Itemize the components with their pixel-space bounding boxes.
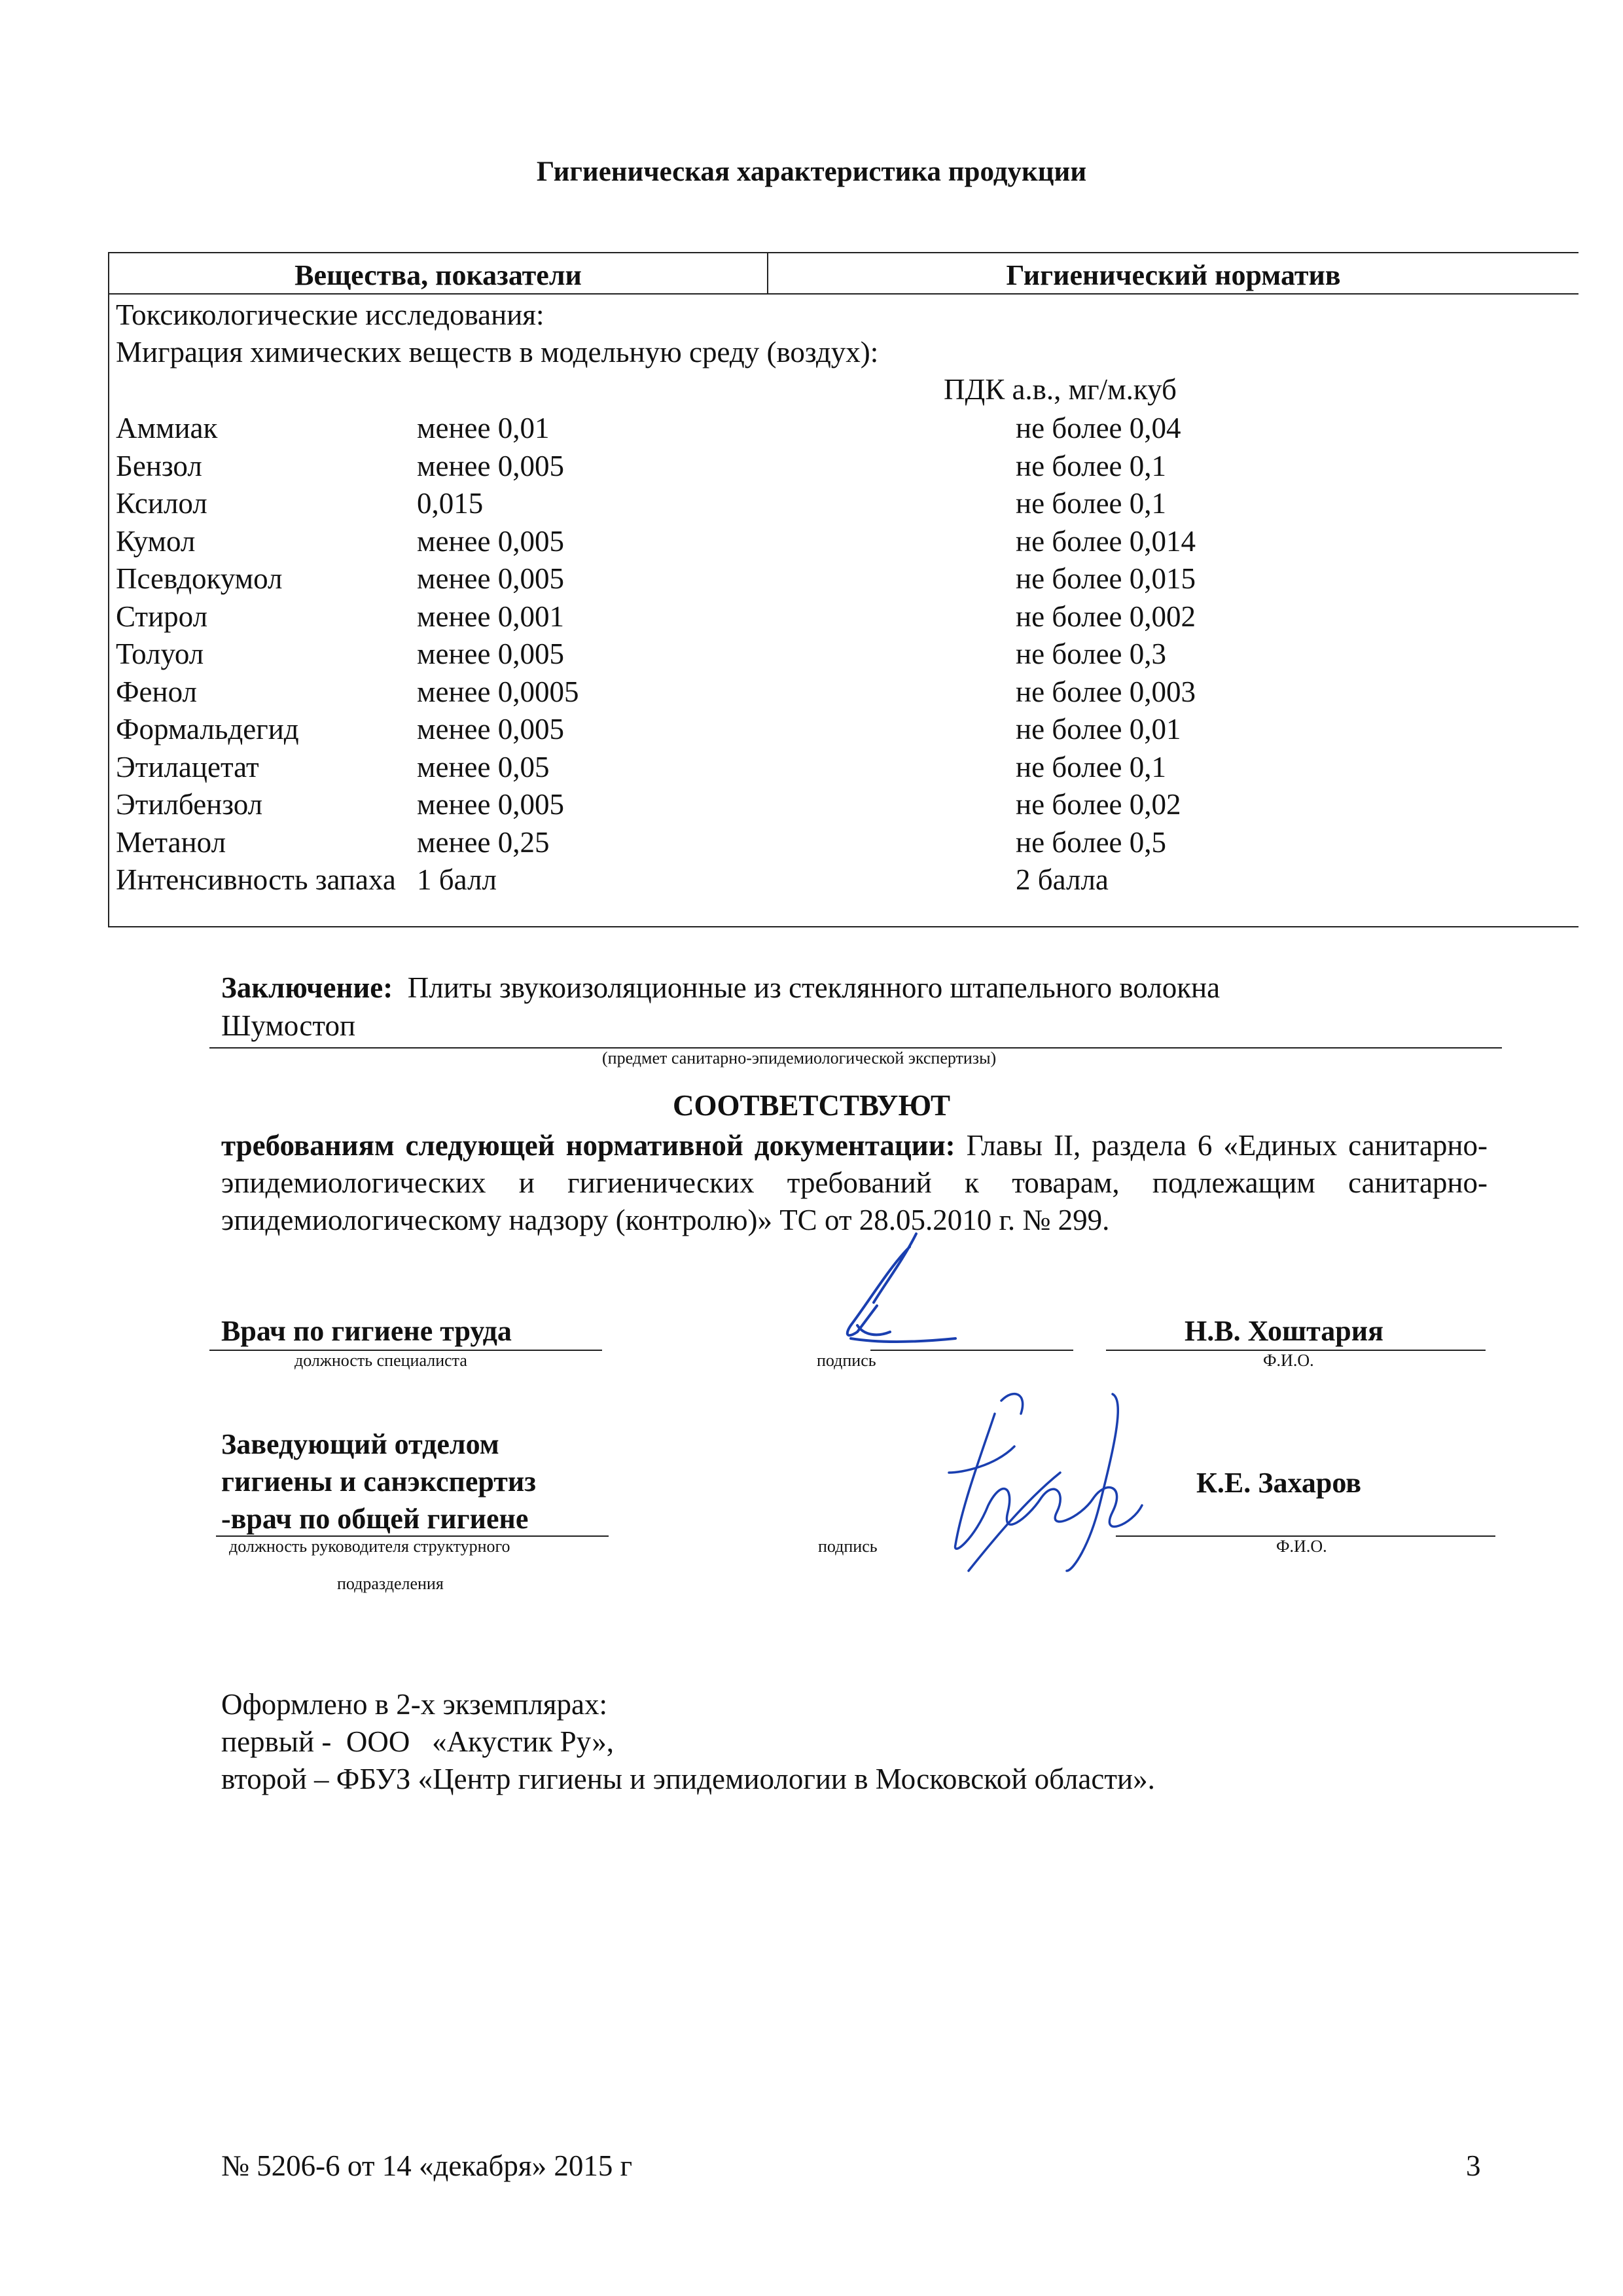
- conclusion-line2: Шумостоп: [221, 1009, 356, 1042]
- table-cell-norm: не более 0,01: [1016, 713, 1181, 745]
- table-cell-norm: не более 0,015: [1016, 562, 1196, 595]
- sig1-name: Н.В. Хоштария: [1185, 1315, 1383, 1347]
- sig2-position-caption-line2: подразделения: [337, 1574, 444, 1593]
- section-toxicology: Токсикологические исследования:: [116, 298, 544, 331]
- table-cell-value: менее 0,005: [417, 637, 564, 670]
- table-cell-substance: Псевдокумол: [116, 562, 283, 595]
- sig2-position-caption-line1: должность руководителя структурного: [229, 1537, 510, 1556]
- requirements-text: Главы II, раздела 6 «Единых санитарно- эпидемиологических и гигиенических требований к товарам, подлежащим санитарно-эпидемиологическому надзору (контролю)» ТС от 28.05.2010 г. № 299.: [221, 1129, 1488, 1236]
- norm-unit: ПДК а.в., мг/м.куб: [944, 373, 1177, 406]
- conclusion-label: Заключение:: [221, 971, 393, 1004]
- verdict: СООТВЕТСТВУЮТ: [672, 1089, 951, 1122]
- table-cell-norm: не более 0,014: [1016, 524, 1196, 558]
- table-cell-substance: Формальдегид: [116, 713, 299, 745]
- copies-line3: второй – ФБУЗ «Центр гигиены и эпидемиологии в Московской области».: [221, 1763, 1155, 1795]
- conclusion-caption: (предмет санитарно-эпидемиологической экспертизы): [602, 1049, 997, 1067]
- section-migration: Миграция химических веществ в модельную среду (воздух):: [116, 336, 879, 368]
- table-cell-norm: не более 0,002: [1016, 600, 1196, 633]
- hygiene-table: [108, 252, 1578, 927]
- copies-line1: Оформлено в 2-х экземплярах:: [221, 1688, 607, 1721]
- table-cell-value: менее 0,001: [417, 600, 564, 633]
- table-cell-norm: не более 0,3: [1016, 637, 1167, 670]
- sig2-signature-caption: подпись: [818, 1537, 878, 1556]
- table-cell-substance: Ксилол: [116, 487, 207, 520]
- sig1-position-caption: должность специалиста: [294, 1351, 467, 1370]
- table-cell-substance: Бензол: [116, 449, 202, 482]
- table-bottom-border: [109, 926, 1578, 927]
- requirements-label: требованиям следующей нормативной документации:: [221, 1129, 955, 1162]
- table-cell-value: менее 0,005: [417, 713, 564, 745]
- table-cell-value: менее 0,25: [417, 825, 550, 859]
- sig2-name: К.Е. Захаров: [1196, 1467, 1362, 1499]
- header-norm: Гигиенический норматив: [1006, 259, 1341, 291]
- table-cell-substance: Этилацетат: [116, 750, 259, 783]
- header-substances: Вещества, показатели: [294, 259, 582, 291]
- sig2-position-line3: -врач по общей гигиене: [221, 1503, 529, 1535]
- table-cell-norm: не более 0,02: [1016, 788, 1181, 821]
- table-cell-value: менее 0,005: [417, 449, 564, 482]
- table-cell-norm: не более 0,1: [1016, 750, 1167, 783]
- table-cell-norm: не более 0,5: [1016, 825, 1167, 859]
- table-cell-value: менее 0,05: [417, 750, 550, 783]
- table-cell-norm: не более 0,04: [1016, 412, 1181, 444]
- table-cell-norm: не более 0,1: [1016, 487, 1167, 520]
- sig2-name-caption: Ф.И.О.: [1276, 1537, 1327, 1556]
- table-cell-norm: 2 балла: [1016, 863, 1109, 896]
- table-cell-value: 0,015: [417, 487, 484, 520]
- table-cell-value: менее 0,005: [417, 788, 564, 821]
- table-cell-substance: Кумол: [116, 524, 196, 558]
- table-cell-value: менее 0,0005: [417, 675, 579, 708]
- copies-line2: первый - ООО «Акустик Ру»,: [221, 1725, 615, 1758]
- sig2-position-line1: Заведующий отделом: [221, 1428, 499, 1460]
- table-cell-substance: Метанол: [116, 825, 226, 859]
- sig1-position: Врач по гигиене труда: [221, 1315, 512, 1347]
- signature-1-image: [812, 1227, 982, 1358]
- table-cell-value: менее 0,005: [417, 524, 564, 558]
- table-header-border: [109, 293, 1578, 295]
- signature-2-image: [916, 1374, 1178, 1584]
- table-cell-value: 1 балл: [417, 863, 497, 896]
- table-cell-substance: Интенсивность запаха: [116, 863, 396, 896]
- sig1-signature-caption: подпись: [817, 1351, 876, 1370]
- table-cell-value: менее 0,005: [417, 562, 564, 595]
- table-cell-substance: Фенол: [116, 675, 197, 708]
- sig1-name-caption: Ф.И.О.: [1263, 1351, 1314, 1370]
- table-cell-value: менее 0,01: [417, 412, 550, 444]
- conclusion-product: Плиты звукоизоляционные из стеклянного штапельного волокна: [407, 971, 1221, 1004]
- footer-doc-reference: № 5206-6 от 14 «декабря» 2015 г: [221, 2149, 633, 2182]
- table-cell-substance: Аммиак: [116, 412, 218, 444]
- table-top-border: [109, 252, 1578, 253]
- table-cell-substance: Толуол: [116, 637, 204, 670]
- page-title: Гигиеническая характеристика продукции: [536, 156, 1087, 187]
- page-number: 3: [1466, 2149, 1481, 2182]
- requirements-paragraph: [221, 1127, 1488, 1239]
- sig2-position-line2: гигиены и санэкспертиз: [221, 1465, 536, 1498]
- conclusion-line1: [221, 971, 1220, 1005]
- table-cell-norm: не более 0,1: [1016, 449, 1167, 482]
- table-cell-substance: Этилбензол: [116, 788, 263, 821]
- table-cell-norm: не более 0,003: [1016, 675, 1196, 708]
- table-cell-substance: Стирол: [116, 600, 208, 633]
- sig1-signature-line: [870, 1350, 1073, 1351]
